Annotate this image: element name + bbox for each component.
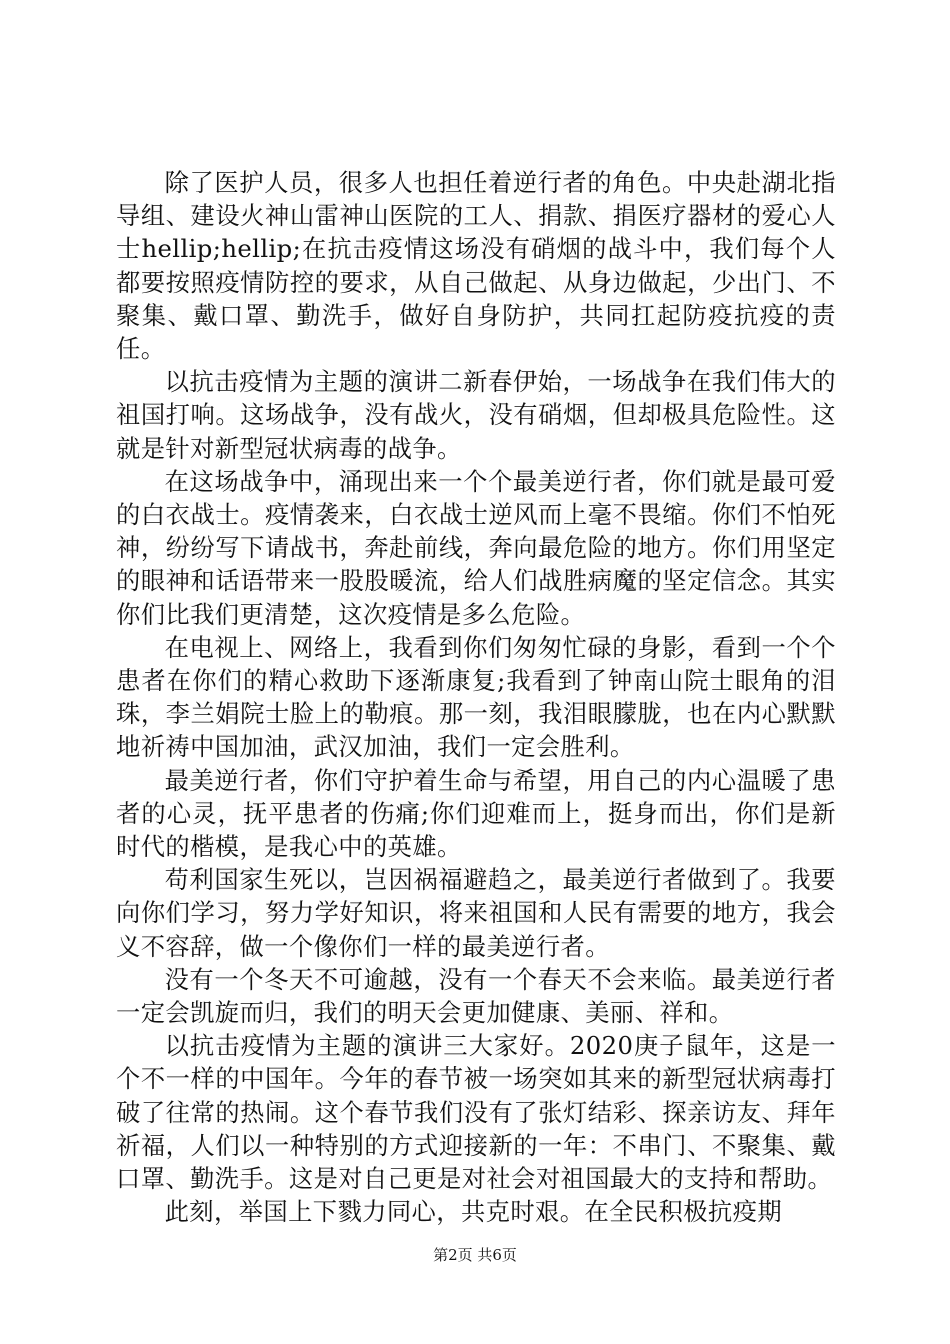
paragraph-6: 苟利国家生死以，岂因祸福避趋之，最美逆行者做到了。我要向你们学习，努力学好知识，将来祖国和人民有需要的地方，我会义不容辞，做一个像你们一样的最美逆行者。 <box>116 865 836 961</box>
paragraph-7: 没有一个冬天不可逾越，没有一个春天不会来临。最美逆行者一定会凯旋而归，我们的明天会更加健康、美丽、祥和。 <box>116 964 836 1028</box>
paragraph-1: 除了医护人员，很多人也担任着逆行者的角色。中央赴湖北指导组、建设火神山雷神山医院的工人、捐款、捐医疗器材的爱心人士hellip;hellip;在抗击疫情这场没有硝烟的战斗中，我们每个人都要按照疫情防控的要求，从自己做起、从身边做起，少出门、不聚集、戴口罩、勤洗手，做好自身防护，共同扛起防疫抗疫的责任。 <box>116 168 836 364</box>
paragraph-9: 此刻，举国上下戮力同心，共克时艰。在全民积极抗疫期 <box>164 1197 783 1227</box>
paragraph-8: 以抗击疫情为主题的演讲三大家好。2020庚子鼠年，这是一个不一样的中国年。今年的春节被一场突如其来的新型冠状病毒打破了往常的热闹。这个春节我们没有了张灯结彩、探亲访友、拜年祈福，人们以一种特别的方式迎接新的一年：不串门、不聚集、戴口罩、勤洗手。这是对自己更是对社会对祖国最大的支持和帮助。 <box>116 1031 836 1194</box>
paragraph-3: 在这场战争中，涌现出来一个个最美逆行者，你们就是最可爱的白衣战士。疫情袭来，白衣战士逆风而上毫不畏缩。你们不怕死神，纷纷写下请战书，奔赴前线，奔向最危险的地方。你们用坚定的眼神和话语带来一股股暖流，给人们战胜病魔的坚定信念。其实你们比我们更清楚，这次疫情是多么危险。 <box>116 466 836 629</box>
paragraph-2: 以抗击疫情为主题的演讲二新春伊始，一场战争在我们伟大的祖国打响。这场战争，没有战火，没有硝烟，但却极具危险性。这就是针对新型冠状病毒的战争。 <box>116 367 836 463</box>
page-number-footer: 第2页 共6页 <box>433 1246 517 1264</box>
paragraph-5: 最美逆行者，你们守护着生命与希望，用自己的内心温暖了患者的心灵，抚平患者的伤痛;你们迎难而上，挺身而出，你们是新时代的楷模，是我心中的英雄。 <box>116 765 836 862</box>
paragraph-4: 在电视上、网络上，我看到你们匆匆忙碌的身影，看到一个个患者在你们的精心救助下逐渐康复;我看到了钟南山院士眼角的泪珠，李兰娟院士脸上的勒痕。那一刻，我泪眼朦胧，也在内心默默地祈祷中国加油，武汉加油，我们一定会胜利。 <box>116 632 836 762</box>
body-text <box>116 166 836 1229</box>
